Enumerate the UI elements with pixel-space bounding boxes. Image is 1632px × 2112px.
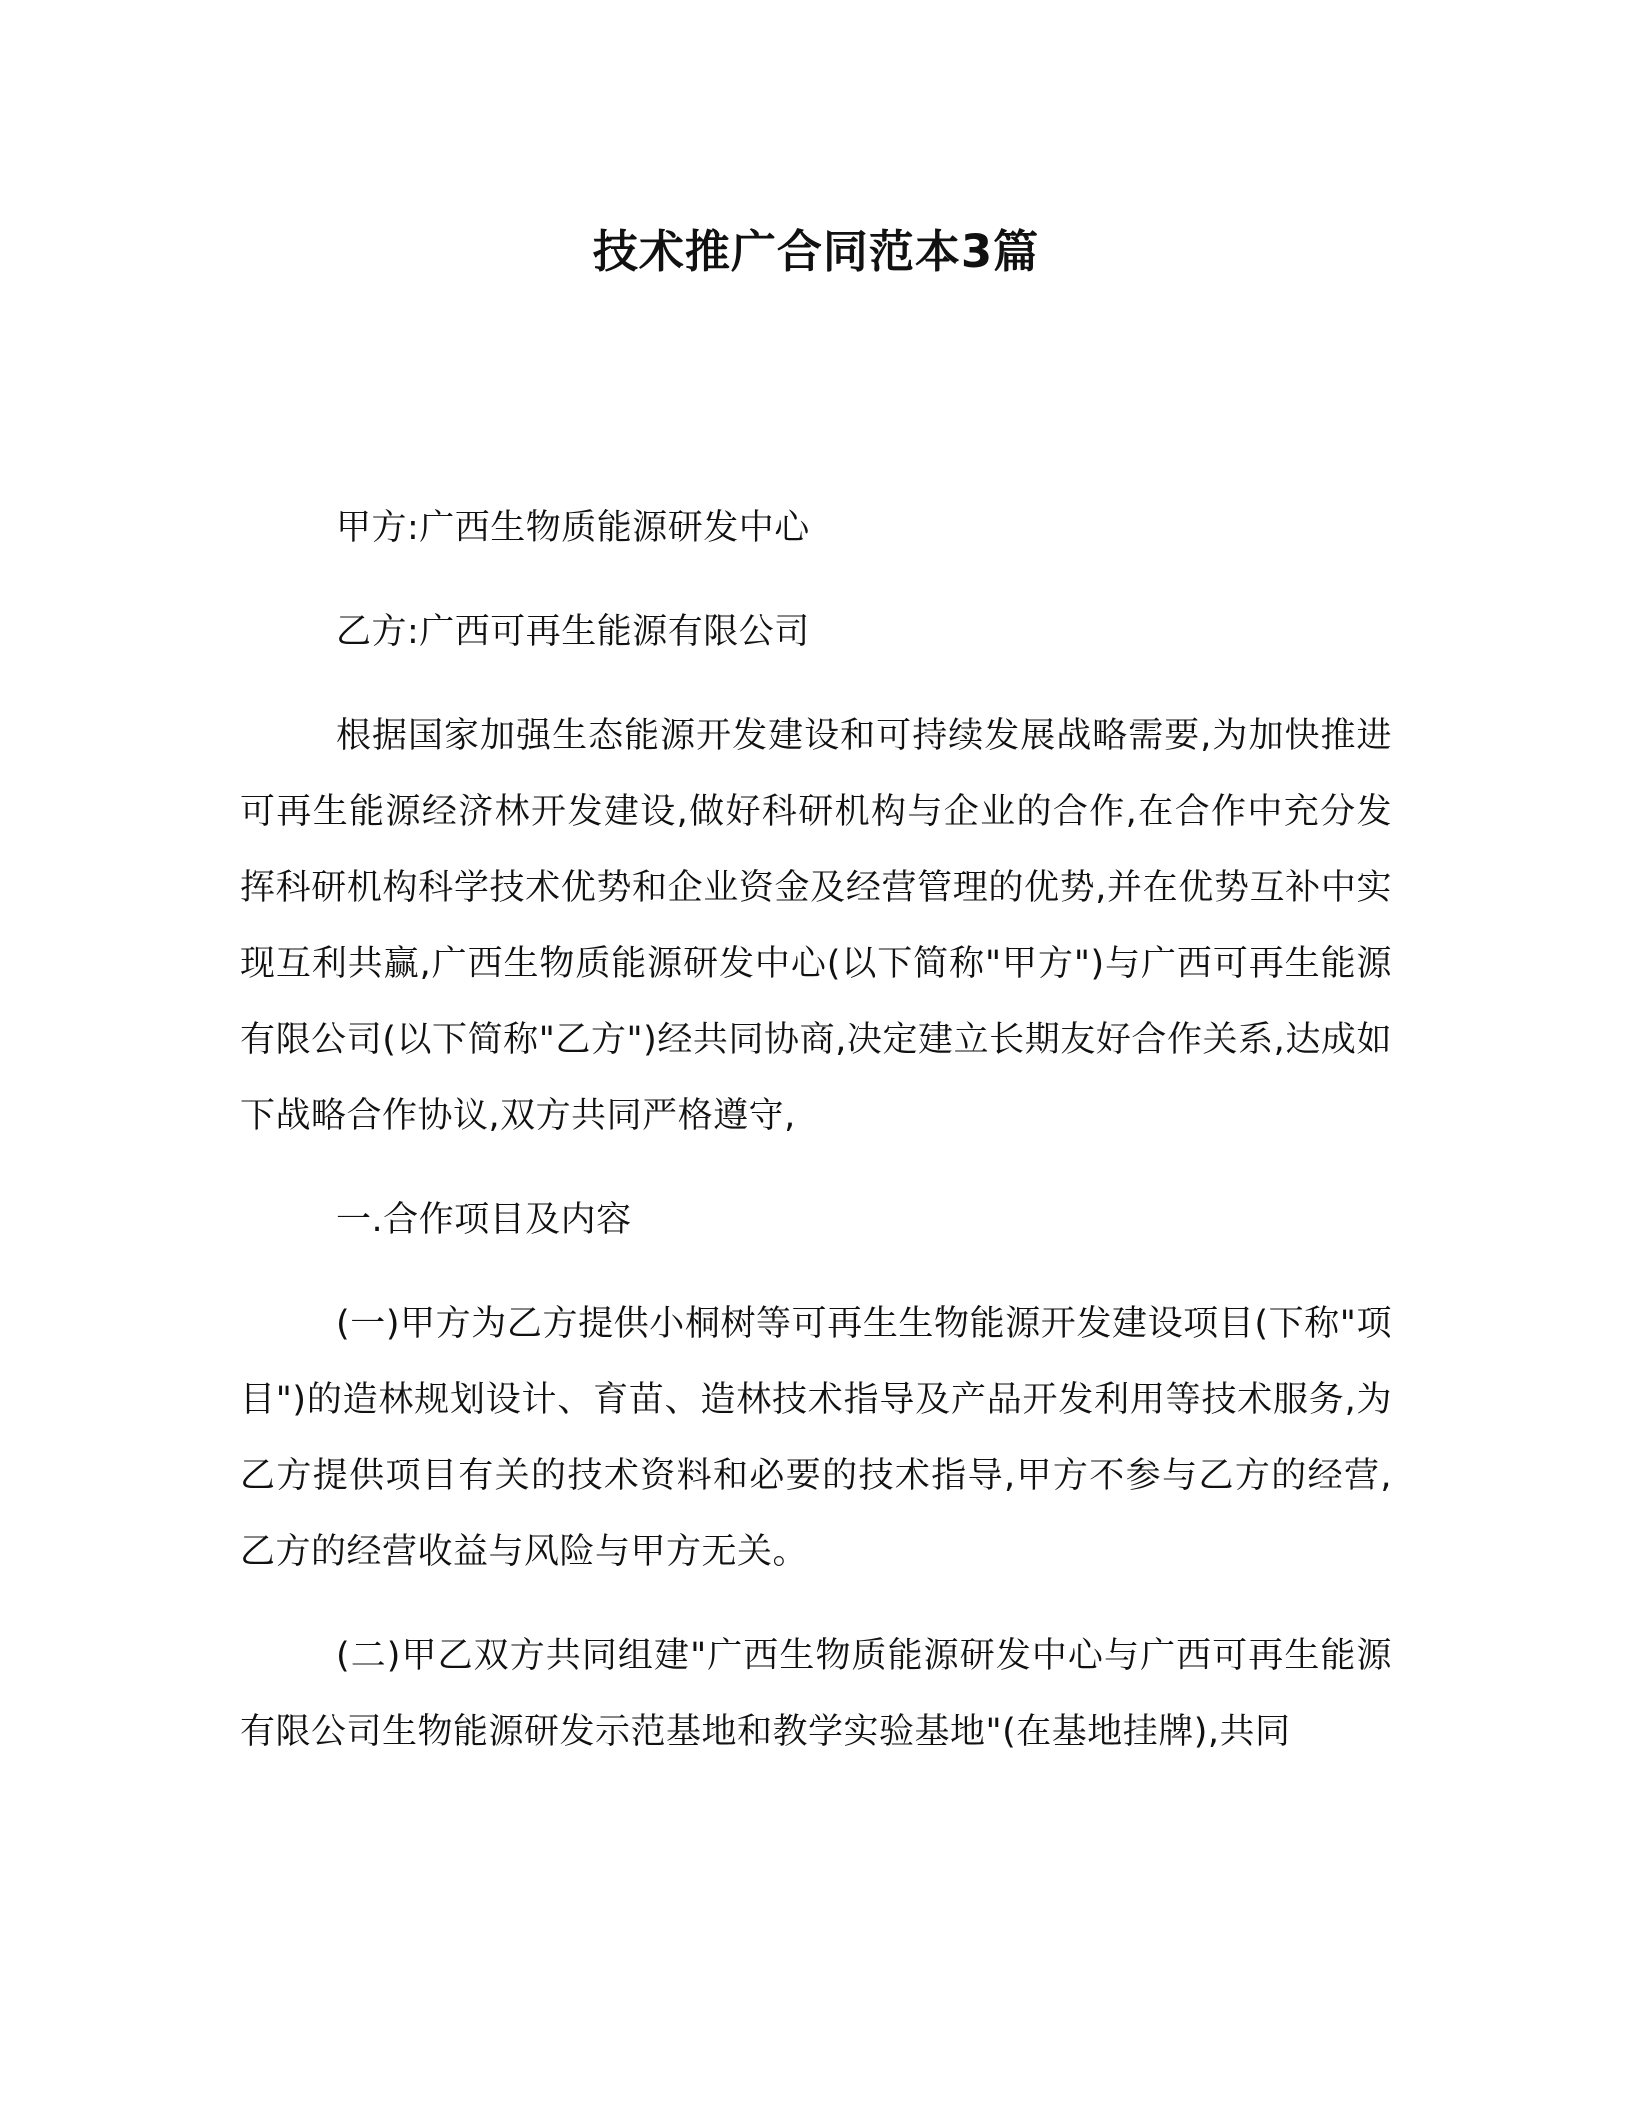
- section-heading-1: 一.合作项目及内容: [336, 1200, 632, 1240]
- clause-2-paragraph: (二)甲乙双方共同组建"广西生物质能源研发中心与广西可再生能源有限公司生物能源研发示范基地和教学实验基地"(在基地挂牌),共同: [240, 1636, 1392, 1752]
- party-b-line: 乙方:广西可再生能源有限公司: [336, 612, 810, 652]
- party-a-line: 甲方:广西生物质能源研发中心: [336, 508, 810, 548]
- clause-1-paragraph: (一)甲方为乙方提供小桐树等可再生生物能源开发建设项目(下称"项目")的造林规划设计、育苗、造林技术指导及产品开发利用等技术服务,为乙方提供项目有关的技术资料和必要的技术指导,甲方不参与乙方的经营,乙方的经营收益与风险与甲方无关。: [240, 1304, 1392, 1572]
- preamble-paragraph: 根据国家加强生态能源开发建设和可持续发展战略需要,为加快推进可再生能源经济林开发建设,做好科研机构与企业的合作,在合作中充分发挥科研机构科学技术优势和企业资金及经营管理的优势,并在优势互补中实现互利共赢,广西生物质能源研发中心(以下简称"甲方")与广西可再生能源有限公司(以下简称"乙方")经共同协商,决定建立长期友好合作关系,达成如下战略合作协议,双方共同严格遵守,: [240, 716, 1392, 1136]
- document-body: [240, 490, 1392, 1798]
- document-title: 技术推广合同范本3篇: [592, 225, 1040, 278]
